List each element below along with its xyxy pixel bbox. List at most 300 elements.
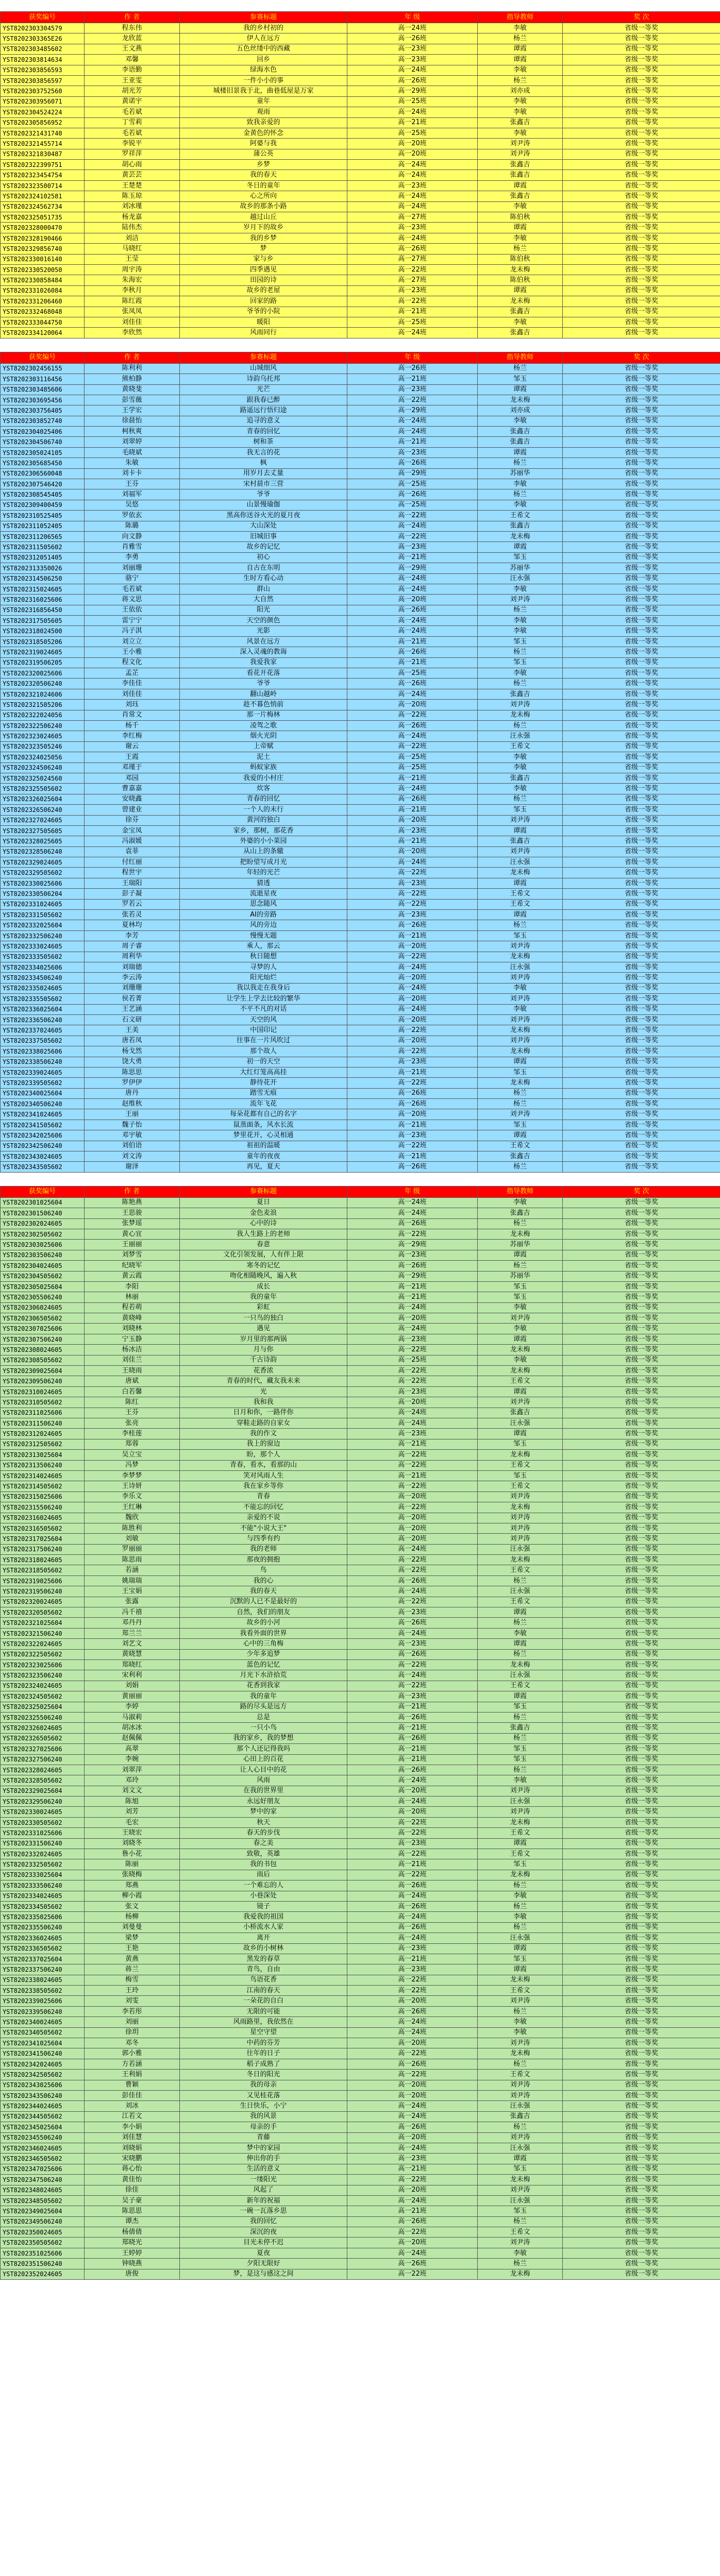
author-cell: 梅雪 (85, 1975, 180, 1985)
grade-cell: 高一25班 (347, 500, 478, 510)
table-row (1, 1162, 720, 1172)
author-cell: 梁梦 (85, 1933, 180, 1943)
table-row (1, 1702, 720, 1712)
entry-title-cell: 不能忘的回忆 (180, 1502, 347, 1513)
column-header-entry-title: 参赛标题 (180, 12, 347, 23)
author-cell: 陈丽 (85, 1859, 180, 1870)
author-cell: 吴悠 (85, 500, 180, 510)
teacher-cell: 谭霞 (478, 1691, 563, 1702)
award-level-cell: 省级一等奖 (563, 1765, 720, 1775)
teacher-cell: 汪永强 (478, 1418, 563, 1429)
column-header-grade: 年 级 (347, 12, 478, 23)
award-id-cell: YST8202311206565 (1, 531, 85, 541)
grade-cell: 高一23班 (347, 1334, 478, 1344)
table-row (1, 244, 720, 254)
author-cell: 陈红霞 (85, 296, 180, 307)
grade-cell: 高一29班 (347, 405, 478, 416)
author-cell: 彭子凝 (85, 889, 180, 899)
teacher-cell: 龙未梅 (478, 531, 563, 541)
teacher-cell: 刘尹涛 (478, 1397, 563, 1408)
table-row (1, 191, 720, 201)
table-row (1, 552, 720, 563)
teacher-cell: 谭霞 (478, 447, 563, 457)
grade-cell: 高一25班 (347, 752, 478, 762)
award-id-cell: YST8202330016140 (1, 254, 85, 264)
teacher-cell: 邹玉 (478, 657, 563, 668)
author-cell: 丁雪莉 (85, 117, 180, 128)
teacher-cell: 李敏 (478, 96, 563, 107)
award-id-cell: YST8202339025606 (1, 1996, 85, 2006)
teacher-cell: 李敏 (478, 762, 563, 773)
author-cell: 朱海宏 (85, 275, 180, 285)
teacher-cell: 张鑫吉 (478, 836, 563, 846)
award-level-cell: 省级一等奖 (563, 2269, 720, 2279)
award-id-cell: YST8202316024605 (1, 1513, 85, 1523)
table-row (1, 1628, 720, 1638)
grade-cell: 高一26班 (347, 721, 478, 731)
teacher-cell: 张鑫吉 (478, 191, 563, 201)
author-cell: 唐俊 (85, 2269, 180, 2279)
grade-cell: 高一20班 (347, 595, 478, 605)
award-id-cell: YST8202331506240 (1, 1838, 85, 1849)
entry-title-cell: 那一片梅林 (180, 710, 347, 720)
award-id-cell: YST8202309400459 (1, 500, 85, 510)
table-row (1, 1057, 720, 1067)
award-level-cell: 省级一等奖 (563, 1229, 720, 1239)
award-id-cell: YST8202311025606 (1, 1408, 85, 1418)
award-id-cell: YST8202330858484 (1, 275, 85, 285)
grade-cell: 高一24班 (347, 2111, 478, 2122)
grade-cell: 高一22班 (347, 889, 478, 899)
entry-title-cell: 心田上的百花 (180, 1754, 347, 1765)
teacher-cell: 邹玉 (478, 1754, 563, 1765)
award-id-cell: YST8202323025606 (1, 1659, 85, 1670)
award-id-cell: YST8202304524224 (1, 107, 85, 117)
grade-cell: 高一22班 (347, 1565, 478, 1575)
entry-title-cell: 我的童年 (180, 1691, 347, 1702)
author-cell: 邓园 (85, 773, 180, 783)
author-cell: 毛若斌 (85, 107, 180, 117)
entry-title-cell: 爷爷 (180, 489, 347, 500)
award-id-cell: YST8202335506240 (1, 1922, 85, 1933)
teacher-cell: 谭霞 (478, 44, 563, 54)
teacher-cell: 刘尹涛 (478, 846, 563, 857)
table-row (1, 254, 720, 264)
teacher-cell: 龙未梅 (478, 1870, 563, 1880)
author-cell: 毛若斌 (85, 584, 180, 594)
entry-title-cell: 枫 (180, 458, 347, 468)
award-level-cell: 省级一等奖 (563, 762, 720, 773)
award-level-cell: 省级一等奖 (563, 75, 720, 86)
entry-title-cell: 家与乡 (180, 254, 347, 264)
award-id-cell: YST8202321830487 (1, 149, 85, 159)
entry-title-cell: 泥土 (180, 752, 347, 762)
author-cell: 邓冬 (85, 2038, 180, 2048)
award-level-cell: 省级一等奖 (563, 1313, 720, 1324)
award-id-cell: YST8202339505602 (1, 1078, 85, 1088)
teacher-cell: 杨兰 (478, 679, 563, 689)
teacher-cell: 龙未梅 (478, 1046, 563, 1057)
grade-cell: 高一29班 (347, 1240, 478, 1250)
award-level-cell: 省级一等奖 (563, 657, 720, 668)
award-id-cell: YST8202302024605 (1, 1218, 85, 1229)
table-row (1, 930, 720, 941)
entry-title-cell: 自然，我们的朋友 (180, 1607, 347, 1618)
author-cell: 罗伊伊 (85, 1078, 180, 1088)
teacher-cell: 汪永强 (478, 1544, 563, 1554)
table-row (1, 1046, 720, 1057)
award-level-cell: 省级一等奖 (563, 1334, 720, 1344)
teacher-cell: 杨兰 (478, 647, 563, 657)
table-row (1, 285, 720, 296)
award-level-cell: 省级一等奖 (563, 1460, 720, 1470)
teacher-cell: 王希文 (478, 1141, 563, 1151)
award-level-cell: 省级一等奖 (563, 2122, 720, 2132)
teacher-cell: 李敏 (478, 107, 563, 117)
table-row (1, 75, 720, 86)
author-cell: 谢云 (85, 741, 180, 752)
table-row (1, 857, 720, 868)
entry-title-cell: 致敬，英雄 (180, 1849, 347, 1859)
award-id-cell: YST8202323454754 (1, 170, 85, 180)
award-id-cell: YST8202338025606 (1, 1046, 85, 1057)
teacher-cell: 龙未梅 (478, 1450, 563, 1460)
award-id-cell: YST8202304025406 (1, 427, 85, 437)
award-table (0, 11, 720, 338)
award-level-cell: 省级一等奖 (563, 107, 720, 117)
author-cell: 王芬 (85, 479, 180, 489)
award-id-cell: YST8202340024605 (1, 2017, 85, 2027)
teacher-cell: 谭霞 (478, 1250, 563, 1260)
teacher-cell: 李敏 (478, 479, 563, 489)
table-row (1, 1912, 720, 1922)
award-id-cell: YST8202327025606 (1, 1744, 85, 1754)
grade-cell: 高一26班 (347, 2216, 478, 2227)
award-id-cell: YST8202344505602 (1, 2111, 85, 2122)
entry-title-cell: 青春 (180, 1492, 347, 1502)
author-cell: 李小娟 (85, 2122, 180, 2132)
author-cell: 杨千 (85, 721, 180, 731)
teacher-cell: 汪永强 (478, 857, 563, 868)
author-cell: 王小雅 (85, 647, 180, 657)
author-cell: 程世宇 (85, 868, 180, 878)
award-level-cell: 省级一等奖 (563, 1544, 720, 1554)
teacher-cell: 邹玉 (478, 1067, 563, 1077)
grade-cell: 高一23班 (347, 384, 478, 395)
award-id-cell: YST8202311505602 (1, 542, 85, 552)
award-id-cell: YST8202303756405 (1, 405, 85, 416)
teacher-cell: 谭霞 (478, 542, 563, 552)
entry-title-cell: 梦，是这与感这之间 (180, 2269, 347, 2279)
award-level-cell: 省级一等奖 (563, 2006, 720, 2016)
author-cell: 李勇 (85, 552, 180, 563)
teacher-cell: 杨兰 (478, 1261, 563, 1271)
author-cell: 宋晓鹏 (85, 2154, 180, 2164)
grade-cell: 高一22班 (347, 1046, 478, 1057)
teacher-cell: 王希文 (478, 2227, 563, 2238)
table-row (1, 605, 720, 615)
award-id-cell: YST8202306024605 (1, 1302, 85, 1313)
award-level-cell: 省级一等奖 (563, 285, 720, 296)
award-level-cell: 省级一等奖 (563, 44, 720, 54)
award-id-cell: YST8202336505602 (1, 1943, 85, 1954)
author-cell: 黄心宜 (85, 1229, 180, 1239)
grade-cell: 高一24班 (347, 1418, 478, 1429)
entry-title-cell: 凌驾之歌 (180, 721, 347, 731)
teacher-cell: 龙未梅 (478, 1659, 563, 1670)
award-level-cell: 省级一等奖 (563, 962, 720, 972)
grade-cell: 高一24班 (347, 170, 478, 180)
award-level-cell: 省级一等奖 (563, 2143, 720, 2153)
author-cell: 孟芷 (85, 668, 180, 679)
table-row (1, 2248, 720, 2258)
award-id-cell: YST8202329506240 (1, 1797, 85, 1807)
award-id-cell: YST8202345506240 (1, 2132, 85, 2143)
grade-cell: 高一20班 (347, 1807, 478, 1817)
author-cell: 李婷 (85, 1702, 180, 1712)
award-id-cell: YST8202335024605 (1, 983, 85, 993)
award-id-cell: YST8202303856597 (1, 75, 85, 86)
award-table (0, 1186, 720, 2280)
table-row (1, 1817, 720, 1827)
award-id-cell: YST8202309025604 (1, 1366, 85, 1376)
table-row (1, 584, 720, 594)
table-row (1, 1218, 720, 1229)
award-level-cell: 省级一等奖 (563, 1986, 720, 1996)
grade-cell: 高一24班 (347, 233, 478, 243)
teacher-cell: 杨兰 (478, 1901, 563, 1911)
grade-cell: 高一24班 (347, 65, 478, 75)
author-cell: 冯淑媛 (85, 836, 180, 846)
entry-title-cell: 我的回忆 (180, 2216, 347, 2227)
table-row (1, 1240, 720, 1250)
author-cell: 高翠 (85, 1744, 180, 1754)
author-cell: 杨冰洁 (85, 1345, 180, 1355)
entry-title-cell: 观雨 (180, 107, 347, 117)
entry-title-cell: 用岁月去丈量 (180, 468, 347, 479)
grade-cell: 高一24班 (347, 1004, 478, 1014)
entry-title-cell: 炊客 (180, 784, 347, 794)
grade-cell: 高一22班 (347, 868, 478, 878)
award-level-cell: 省级一等奖 (563, 1859, 720, 1870)
table-row (1, 846, 720, 857)
table-row (1, 657, 720, 668)
award-id-cell: YST8202310505602 (1, 1397, 85, 1408)
award-id-cell: YST8202346505602 (1, 2154, 85, 2164)
table-row (1, 2206, 720, 2216)
award-level-cell: 省级一等奖 (563, 815, 720, 825)
award-level-cell: 省级一等奖 (563, 1513, 720, 1523)
grade-cell: 高一20班 (347, 1313, 478, 1324)
entry-title-cell: 风的旁边 (180, 920, 347, 930)
entry-title-cell: 离开 (180, 1933, 347, 1943)
award-id-cell: YST8202329025604 (1, 1786, 85, 1796)
author-cell: 邓玲 (85, 1775, 180, 1786)
award-level-cell: 省级一等奖 (563, 1691, 720, 1702)
author-cell: 黄诺宇 (85, 96, 180, 107)
entry-title-cell: 我的春天 (180, 170, 347, 180)
award-id-cell: YST8202336506240 (1, 1014, 85, 1025)
grade-cell: 高一23班 (347, 1429, 478, 1439)
teacher-cell: 李敏 (478, 65, 563, 75)
grade-cell: 高一25班 (347, 317, 478, 327)
award-level-cell: 省级一等奖 (563, 679, 720, 689)
table-row (1, 1492, 720, 1502)
table-row (1, 149, 720, 159)
award-level-cell: 省级一等奖 (563, 1004, 720, 1014)
award-level-cell: 省级一等奖 (563, 910, 720, 920)
teacher-cell: 王希文 (478, 511, 563, 521)
grade-cell: 高一20班 (347, 1492, 478, 1502)
grade-cell: 高一24班 (347, 1324, 478, 1334)
table-row (1, 374, 720, 384)
entry-title-cell: 我和我 (180, 1397, 347, 1408)
award-level-cell: 省级一等奖 (563, 741, 720, 752)
table-row (1, 521, 720, 531)
award-id-cell: YST8202322024056 (1, 710, 85, 720)
grade-cell: 高一22班 (347, 1376, 478, 1386)
author-cell: 冯梦 (85, 1460, 180, 1470)
entry-title-cell: 群山 (180, 584, 347, 594)
award-level-cell: 省级一等奖 (563, 2195, 720, 2206)
award-id-cell: YST8202321024606 (1, 689, 85, 699)
entry-title-cell: 让人心目中的花 (180, 1765, 347, 1775)
award-id-cell: YST8202322399751 (1, 160, 85, 170)
award-level-cell: 省级一等奖 (563, 458, 720, 468)
author-cell: 刘冰瑾 (85, 201, 180, 212)
author-cell: 刘敏 (85, 1534, 180, 1544)
teacher-cell: 刘尹涛 (478, 1313, 563, 1324)
grade-cell: 高一26班 (347, 920, 478, 930)
grade-cell: 高一24班 (347, 2248, 478, 2258)
award-level-cell: 省级一等奖 (563, 363, 720, 374)
table-row (1, 223, 720, 233)
teacher-cell: 王希文 (478, 899, 563, 909)
table-row (1, 1786, 720, 1796)
award-id-cell: YST8202334120064 (1, 328, 85, 338)
author-cell: 李云涛 (85, 973, 180, 983)
award-id-cell: YST8202312505602 (1, 1439, 85, 1449)
entry-title-cell: 踏雪无痕 (180, 1088, 347, 1098)
author-cell: 王丽 (85, 1109, 180, 1120)
teacher-cell: 王希文 (478, 1565, 563, 1575)
table-row (1, 1141, 720, 1151)
grade-cell: 高一26班 (347, 679, 478, 689)
award-level-cell: 省级一等奖 (563, 941, 720, 952)
award-id-cell: YST8202310525405 (1, 511, 85, 521)
table-row (1, 1723, 720, 1733)
award-id-cell: YST8202318024605 (1, 1555, 85, 1565)
entry-title-cell: 我的春天 (180, 1586, 347, 1597)
author-cell: 王宝娟 (85, 1586, 180, 1597)
table-row (1, 2048, 720, 2059)
entry-title-cell: 我无言的花 (180, 447, 347, 457)
author-cell: 谢泽 (85, 1162, 180, 1172)
author-cell: 刘翠萍 (85, 1765, 180, 1775)
entry-title-cell: 秋日随想 (180, 952, 347, 962)
entry-title-cell: 我上的窗边 (180, 1439, 347, 1449)
award-level-cell: 省级一等奖 (563, 2238, 720, 2248)
award-table (0, 352, 720, 1173)
award-id-cell: YST8202332468048 (1, 307, 85, 317)
teacher-cell: 邹玉 (478, 1470, 563, 1481)
entry-title-cell: 我的乡梦 (180, 233, 347, 243)
entry-title-cell: 我的老师 (180, 1544, 347, 1554)
table-row (1, 1470, 720, 1481)
grade-cell: 高一29班 (347, 468, 478, 479)
award-level-cell: 省级一等奖 (563, 1397, 720, 1408)
teacher-cell: 邹玉 (478, 1120, 563, 1130)
grade-cell: 高一20班 (347, 1513, 478, 1523)
author-cell: 张凤凤 (85, 307, 180, 317)
award-level-cell: 省级一等奖 (563, 1912, 720, 1922)
entry-title-cell: 家乡，那树，那花香 (180, 825, 347, 836)
author-cell: 王亚雯 (85, 75, 180, 86)
entry-title-cell: 那个人还记得我吗 (180, 1744, 347, 1754)
table-row (1, 1281, 720, 1292)
teacher-cell: 李敏 (478, 1628, 563, 1638)
award-level-cell: 省级一等奖 (563, 96, 720, 107)
teacher-cell: 刘尹涛 (478, 994, 563, 1004)
award-level-cell: 省级一等奖 (563, 1880, 720, 1891)
author-cell: 毛宏 (85, 1817, 180, 1827)
award-id-cell: YST8202344024605 (1, 2101, 85, 2111)
table-row (1, 741, 720, 752)
entry-title-cell: 猜透 (180, 878, 347, 888)
grade-cell: 高一26班 (347, 2059, 478, 2069)
entry-title-cell: 文化引领发展，人有伴上限 (180, 1250, 347, 1260)
entry-title-cell: 青春的回忆 (180, 794, 347, 804)
award-id-cell: YST8202333024605 (1, 941, 85, 952)
teacher-cell: 王希文 (478, 1481, 563, 1492)
grade-cell: 高一25班 (347, 1355, 478, 1365)
award-level-cell: 省级一等奖 (563, 1481, 720, 1492)
teacher-cell: 杨兰 (478, 1733, 563, 1743)
author-cell: 王玲 (85, 1986, 180, 1996)
author-cell: 王瑞阳 (85, 878, 180, 888)
award-level-cell: 省级一等奖 (563, 2101, 720, 2111)
entry-title-cell: 大山深处 (180, 521, 347, 531)
award-id-cell: YST8202304505602 (1, 1271, 85, 1281)
award-id-cell: YST8202321431740 (1, 128, 85, 138)
author-cell: 唐斌 (85, 1376, 180, 1386)
award-level-cell: 省级一等奖 (563, 710, 720, 720)
entry-title-cell: 心中的三角梅 (180, 1639, 347, 1649)
award-level-cell: 省级一等奖 (563, 2080, 720, 2090)
entry-title-cell: 自古在东明 (180, 563, 347, 573)
teacher-cell: 李敏 (478, 1891, 563, 1901)
author-cell: 王学宏 (85, 405, 180, 416)
author-cell: 柯秋爽 (85, 427, 180, 437)
table-row (1, 65, 720, 75)
grade-cell: 高一21班 (347, 437, 478, 447)
award-level-cell: 省级一等奖 (563, 668, 720, 679)
grade-cell: 高一21班 (347, 374, 478, 384)
entry-title-cell: 回乡 (180, 55, 347, 65)
teacher-cell: 谭霞 (478, 55, 563, 65)
table-row (1, 689, 720, 699)
grade-cell: 高一22班 (347, 1078, 478, 1088)
teacher-cell: 李敏 (478, 500, 563, 510)
entry-title-cell: 金色麦浪 (180, 1208, 347, 1218)
grade-cell: 高一26班 (347, 1088, 478, 1098)
award-level-cell: 省级一等奖 (563, 752, 720, 762)
entry-title-cell: 风起了 (180, 2185, 347, 2195)
award-level-cell: 省级一等奖 (563, 1575, 720, 1586)
award-level-cell: 省级一等奖 (563, 647, 720, 657)
table-row (1, 1151, 720, 1162)
grade-cell: 高一24班 (347, 784, 478, 794)
